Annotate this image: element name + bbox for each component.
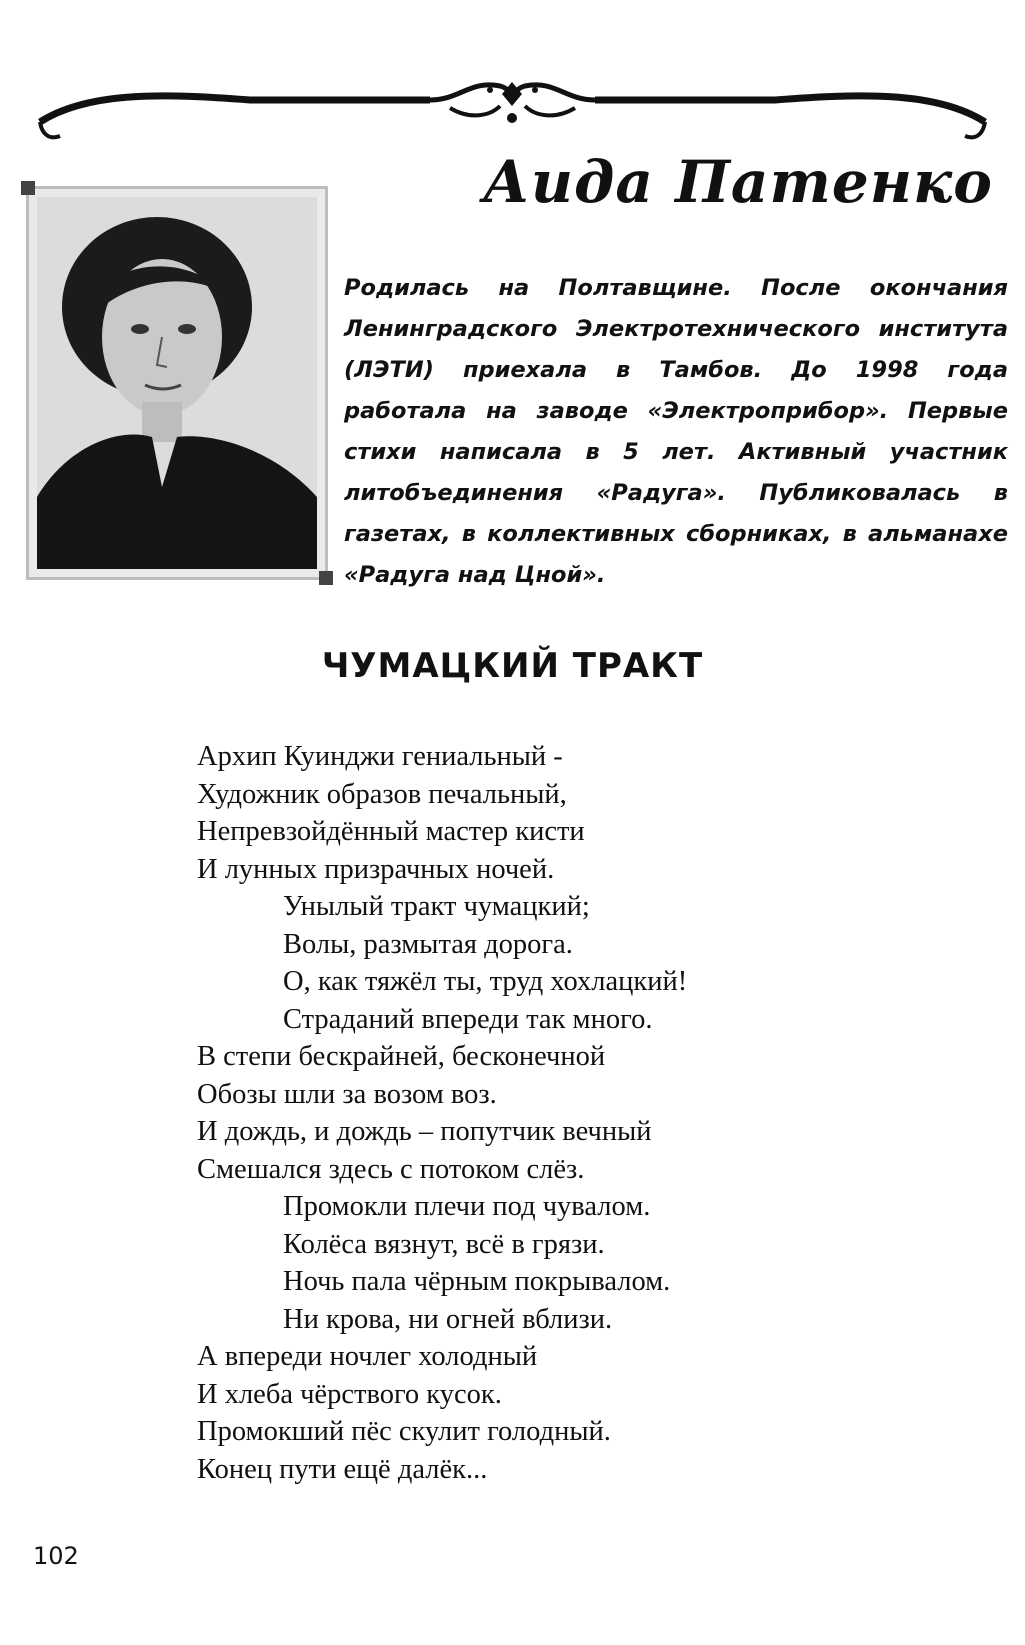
author-name: Аида Патенко [482, 148, 993, 216]
poem-line: Конец пути ещё далёк... [197, 1453, 488, 1485]
poem-line: В степи бескрайней, бесконечной [197, 1041, 606, 1072]
portrait-illustration [37, 197, 317, 569]
poem-line: Художник образов печальный, [197, 778, 567, 810]
author-bio [344, 268, 1008, 596]
poem-line: Архип Куинджи гениальный - [197, 741, 563, 772]
poem-line: Страданий впереди так много. [283, 1003, 653, 1035]
author-photo [26, 186, 328, 580]
poem-line: Промокли плечи под чувалом. [283, 1191, 651, 1222]
poem-line: Непревзойдённый мастер кисти [197, 816, 585, 847]
poem-stanza-4 [197, 1188, 897, 1338]
poem-line: А впереди ночлег холодный [197, 1341, 538, 1372]
bio-paragraph: Родилась на Полтавщине. После окончания Ленинградского Электротехнического института (ЛЭТИ) приехала в Тамбов. До 1998 года работала на заводе «Электроприбор». Первые стихи написала в 5 лет. Активный участник литобъединения «Радуга». Публиковалась в газетах, в коллективных сборниках, в альманахе «Радуга над Цной». [344, 275, 1008, 588]
poem-line: Обозы шли за возом воз. [197, 1078, 497, 1110]
ornamental-divider [30, 60, 995, 150]
poem-line: Ночь пала чёрным покрывалом. [283, 1266, 671, 1297]
poem-body [197, 738, 897, 1488]
poem-line: И хлеба чёрствого кусок. [197, 1378, 502, 1410]
poem-line: Колёса вязнут, всё в грязи. [283, 1228, 605, 1260]
poem-line: Смешался здесь с потоком слёз. [197, 1153, 585, 1185]
poem-stanza-1 [197, 738, 897, 888]
poem-line: И дождь, и дождь – попутчик вечный [197, 1116, 652, 1147]
poem-line: Унылый тракт чумацкий; [283, 891, 590, 922]
poem-stanza-5 [197, 1338, 897, 1488]
page-number: 102 [33, 1542, 79, 1570]
poem-line: Волы, размытая дорога. [283, 928, 573, 960]
poem-line: И лунных призрачных ночей. [197, 853, 555, 885]
poem-title: ЧУМАЦКИЙ ТРАКТ [321, 646, 704, 686]
poem-line: Промокший пёс скулит голодный. [197, 1416, 611, 1447]
poem-stanza-3 [197, 1038, 897, 1188]
poem-stanza-2 [197, 888, 897, 1038]
poem-line: О, как тяжёл ты, труд хохлацкий! [283, 966, 688, 997]
poem-line: Ни крова, ни огней вблизи. [283, 1303, 613, 1335]
